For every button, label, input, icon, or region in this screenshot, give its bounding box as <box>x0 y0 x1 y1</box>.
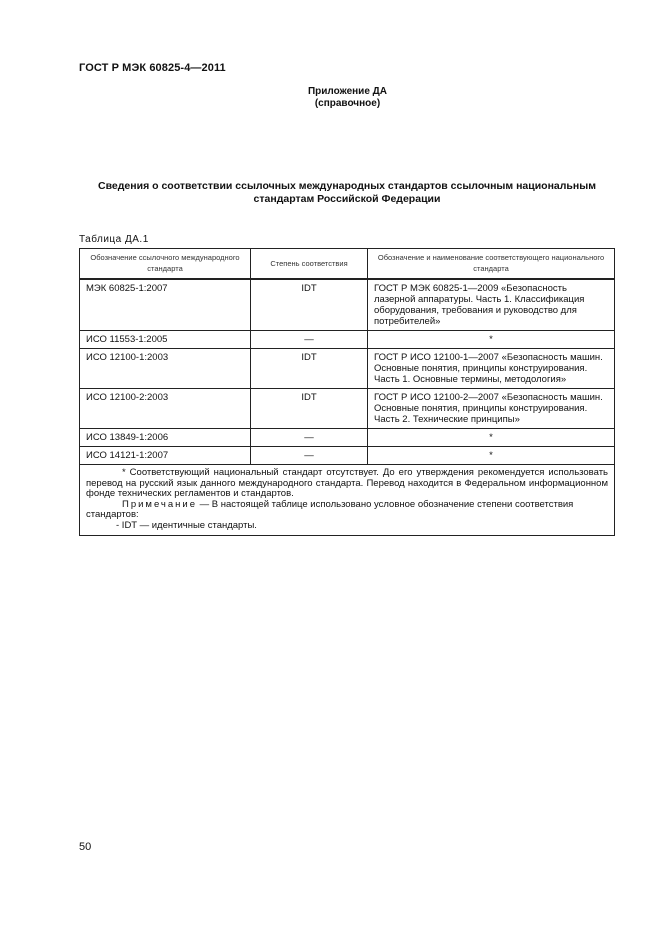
cell-degree: IDT <box>251 349 368 389</box>
table-row <box>80 447 615 465</box>
header-international-standard: Обозначение ссылочного международного стандарта <box>80 249 251 280</box>
cell-national: ГОСТ Р ИСО 12100-2—2007 «Безопасность машин. Основные понятия, принципы конструирования. Часть 2. Технические принципы» <box>368 389 615 429</box>
header-degree: Степень соответствия <box>251 249 368 280</box>
section-title <box>80 180 614 206</box>
header-national-standard: Обозначение и наименование соответствующего национального стандарта <box>368 249 615 280</box>
cell-national: * <box>368 429 615 447</box>
section-title-line2: стандартам Российской Федерации <box>253 193 441 205</box>
table-notes-row <box>80 465 615 536</box>
cell-national: * <box>368 447 615 465</box>
cell-intl: ИСО 12100-1:2003 <box>80 349 251 389</box>
table-header-row <box>80 249 615 280</box>
footnote: * Соответствующий национальный стандарт отсутствует. До его утверждения рекомендуется использовать перевод на русский язык данного международного стандарта. Перевод находится в Федеральном информационном фонде технических регламентов и стандартов. <box>86 467 608 500</box>
table-row <box>80 279 615 331</box>
appendix-heading <box>0 86 661 110</box>
cell-national: ГОСТ Р МЭК 60825-1—2009 «Безопасность лазерной аппаратуры. Часть 1. Классификация оборудования, требования и руководство для потребителей» <box>368 279 615 331</box>
cell-intl: ИСО 13849-1:2006 <box>80 429 251 447</box>
notes-cell <box>80 465 615 536</box>
standards-table <box>79 248 615 536</box>
table-caption: Таблица ДА.1 <box>79 234 149 245</box>
appendix-subtitle: (справочное) <box>314 98 381 109</box>
table-row <box>80 349 615 389</box>
cell-degree: IDT <box>251 279 368 331</box>
section-title-line1: Сведения о соответствии ссылочных международных стандартов ссылочным национальным <box>98 180 596 192</box>
cell-intl: МЭК 60825-1:2007 <box>80 279 251 331</box>
page-number: 50 <box>79 841 92 853</box>
table-row <box>80 389 615 429</box>
cell-degree: — <box>251 429 368 447</box>
cell-degree: — <box>251 447 368 465</box>
cell-intl: ИСО 14121-1:2007 <box>80 447 251 465</box>
cell-national: ГОСТ Р ИСО 12100-1—2007 «Безопасность машин. Основные понятия, принципы конструирования. Часть 1. Основные термины, методология» <box>368 349 615 389</box>
note-label: Примечание <box>122 498 197 510</box>
appendix-title: Приложение ДА <box>307 86 388 97</box>
table-row <box>80 429 615 447</box>
cell-degree: IDT <box>251 389 368 429</box>
document-code: ГОСТ Р МЭК 60825-4—2011 <box>79 62 226 74</box>
cell-intl: ИСО 11553-1:2005 <box>80 331 251 349</box>
cell-intl: ИСО 12100-2:2003 <box>80 389 251 429</box>
note-list-item: - IDT — идентичные стандарты. <box>116 519 257 531</box>
note <box>86 500 608 521</box>
note-text: — В настоящей таблице использовано условное обозначение степени соответствия стандартов: <box>86 498 574 521</box>
cell-national: * <box>368 331 615 349</box>
cell-degree: — <box>251 331 368 349</box>
table-row <box>80 331 615 349</box>
